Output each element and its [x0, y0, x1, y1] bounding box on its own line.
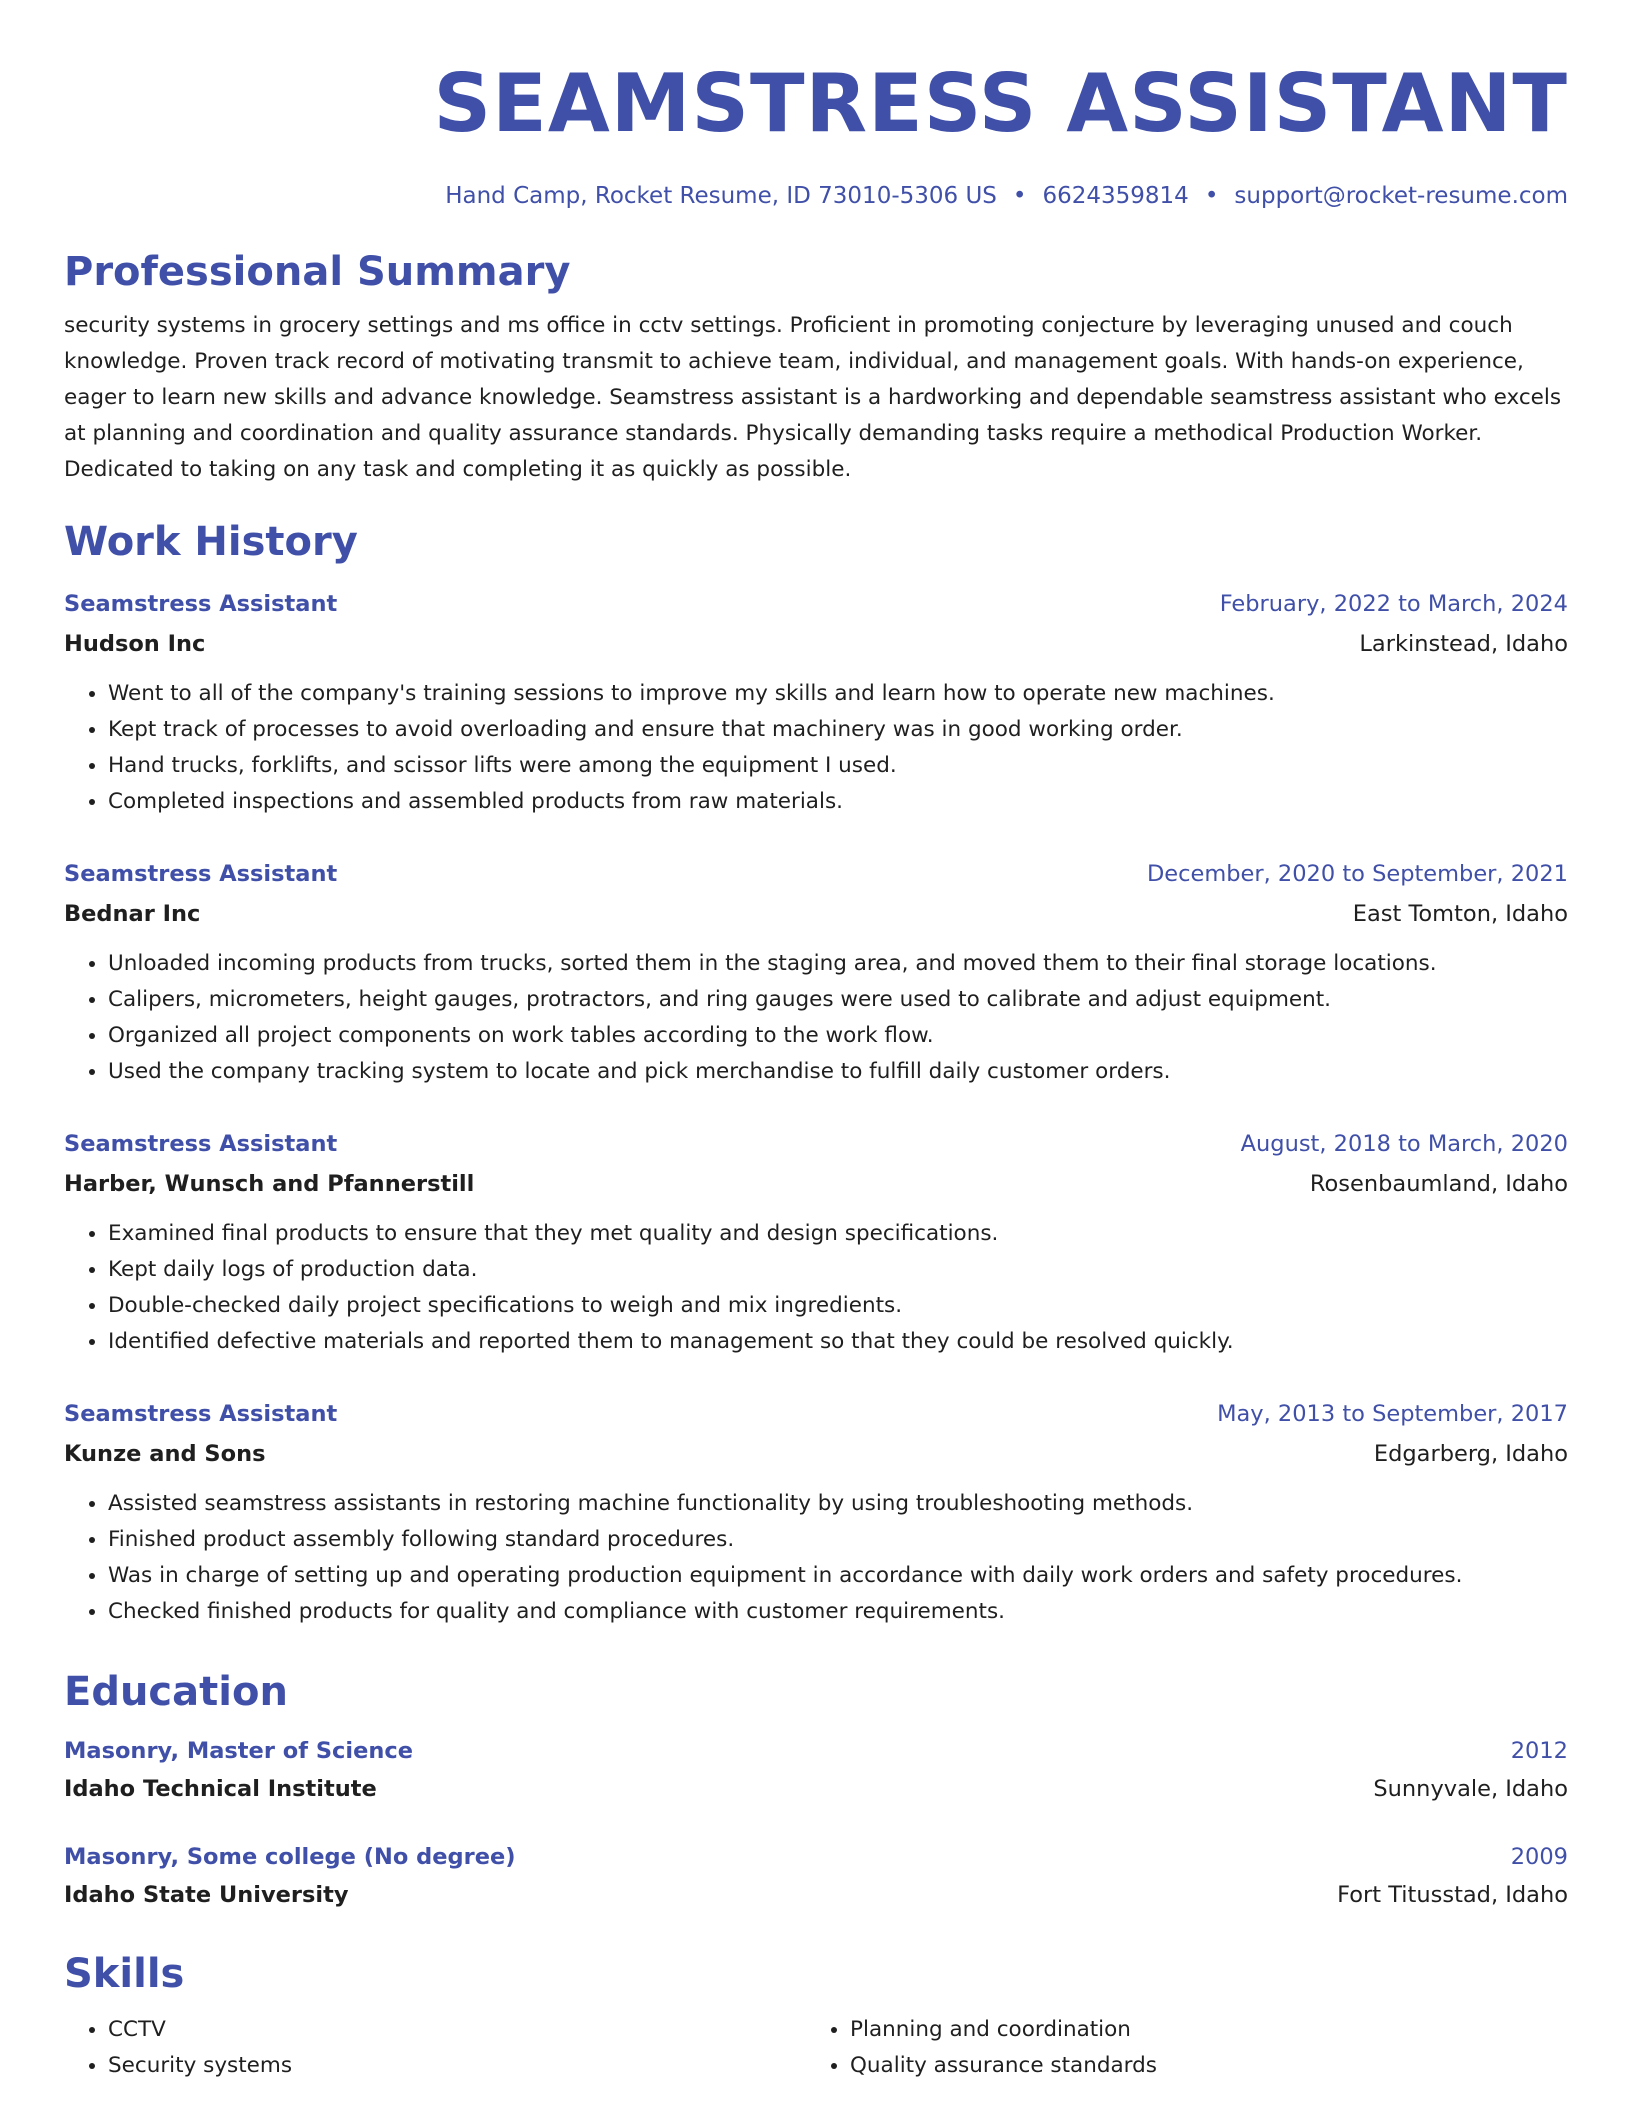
job-bullet: • Used the company tracking system to locate and pick merchandise to fulfill daily customer orders. [108, 1054, 1568, 1090]
job-bullet: • Checked finished products for quality and compliance with customer requirements. [108, 1594, 1568, 1630]
job-company: Kunze and Sons [64, 1441, 266, 1467]
job-location: East Tomton, Idaho [1352, 901, 1568, 927]
job-bullet: • Organized all project components on work tables according to the work flow. [108, 1018, 1568, 1054]
education-year: 2012 [1510, 1738, 1568, 1764]
job-company: Hudson Inc [64, 631, 206, 657]
job-bullet: • Unloaded incoming products from trucks, sorted them in the staging area, and moved them to their final storage locations. [108, 946, 1568, 982]
job-bullet: • Hand trucks, forklifts, and scissor lifts were among the equipment I used. [108, 748, 1568, 784]
education-location: Sunnyvale, Idaho [1373, 1776, 1568, 1802]
job-role: Seamstress Assistant [64, 591, 338, 617]
job-bullet: • Calipers, micrometers, height gauges, protractors, and ring gauges were used to calibrate and adjust equipment. [108, 982, 1568, 1018]
job-bullet: • Examined final products to ensure that they met quality and design specifications. [108, 1216, 1568, 1252]
job-bullet: • Kept track of processes to avoid overloading and ensure that machinery was in good working order. [108, 712, 1568, 748]
job-bullet: • Finished product assembly following standard procedures. [108, 1522, 1568, 1558]
skills-columns [64, 2012, 1568, 2084]
skill-item: • CCTV [108, 2012, 806, 2048]
job-entry [64, 584, 1568, 820]
work-history-heading: Work History [64, 519, 358, 565]
contact-email: support@rocket-resume.com [1234, 183, 1568, 209]
job-bullet: • Double-checked daily project specifications to weigh and mix ingredients. [108, 1288, 1568, 1324]
summary-text: security systems in grocery settings and ms office in cctv settings. Proficient in promoting conjecture by leveraging unused and couch knowledge. Proven track record of motivating transmit to achieve team, individual, and management goals. With hands-on experience, eager to learn new skills and advance knowledge. Seamstress assistant is a hardworking and dependable seamstress assistant who excels at planning and coordination and quality assurance standards. Physically demanding tasks require a methodical Production Worker. Dedicated to taking on any task and completing it as quickly as possible. [64, 313, 1562, 482]
job-bullet: • Kept daily logs of production data. [108, 1252, 1568, 1288]
job-bullets [64, 1486, 1568, 1630]
job-dates: December, 2020 to September, 2021 [1146, 861, 1568, 887]
job-dates: May, 2013 to September, 2017 [1217, 1401, 1568, 1427]
job-bullets [64, 676, 1568, 820]
skill-item: • Quality assurance standards [850, 2048, 1548, 2084]
education-entry [64, 1838, 1568, 1914]
skills-right-list [806, 2012, 1548, 2084]
job-company: Bednar Inc [64, 901, 201, 927]
education-heading: Education [64, 1669, 288, 1715]
job-location: Larkinstead, Idaho [1359, 631, 1568, 657]
skill-item: • Security systems [108, 2048, 806, 2084]
education-degree: Masonry, Master of Science [64, 1738, 413, 1764]
skills-left-list [64, 2012, 806, 2084]
contact-line [64, 180, 1568, 212]
job-entry [64, 854, 1568, 1090]
job-bullets [64, 1216, 1568, 1360]
job-dates: February, 2022 to March, 2024 [1219, 591, 1568, 617]
job-bullet: • Identified defective materials and reported them to management so that they could be resolved quickly. [108, 1324, 1568, 1360]
job-bullet: • Went to all of the company's training sessions to improve my skills and learn how to operate new machines. [108, 676, 1568, 712]
job-entry [64, 1394, 1568, 1630]
job-bullets [64, 946, 1568, 1090]
skills-heading: Skills [64, 1951, 185, 1997]
job-role: Seamstress Assistant [64, 861, 338, 887]
job-location: Edgarberg, Idaho [1373, 1441, 1568, 1467]
job-location: Rosenbaumland, Idaho [1309, 1171, 1568, 1197]
contact-phone: 6624359814 [1042, 183, 1189, 209]
resume-page [64, 54, 1568, 2084]
skill-item: • Planning and coordination [850, 2012, 1548, 2048]
contact-address: Hand Camp, Rocket Resume, ID 73010-5306 US [445, 183, 997, 209]
education-school: Idaho State University [64, 1882, 349, 1908]
education-school: Idaho Technical Institute [64, 1776, 377, 1802]
education-year: 2009 [1510, 1844, 1568, 1870]
education-location: Fort Titusstad, Idaho [1337, 1882, 1568, 1908]
job-role: Seamstress Assistant [64, 1401, 338, 1427]
resume-name: SEAMSTRESS ASSISTANT [433, 57, 1568, 150]
education-entry [64, 1732, 1568, 1808]
job-bullet: • Completed inspections and assembled products from raw materials. [108, 784, 1568, 820]
summary-heading: Professional Summary [64, 249, 571, 295]
contact-separator: • [1204, 183, 1219, 209]
job-bullet: • Was in charge of setting up and operating production equipment in accordance with daily work orders and safety procedures. [108, 1558, 1568, 1594]
job-bullet: • Assisted seamstress assistants in restoring machine functionality by using troubleshooting methods. [108, 1486, 1568, 1522]
job-dates: August, 2018 to March, 2020 [1240, 1131, 1568, 1157]
job-entry [64, 1124, 1568, 1360]
contact-separator: • [1012, 183, 1027, 209]
education-degree: Masonry, Some college (No degree) [64, 1844, 516, 1870]
job-role: Seamstress Assistant [64, 1131, 338, 1157]
job-company: Harber, Wunsch and Pfannerstill [64, 1171, 475, 1197]
